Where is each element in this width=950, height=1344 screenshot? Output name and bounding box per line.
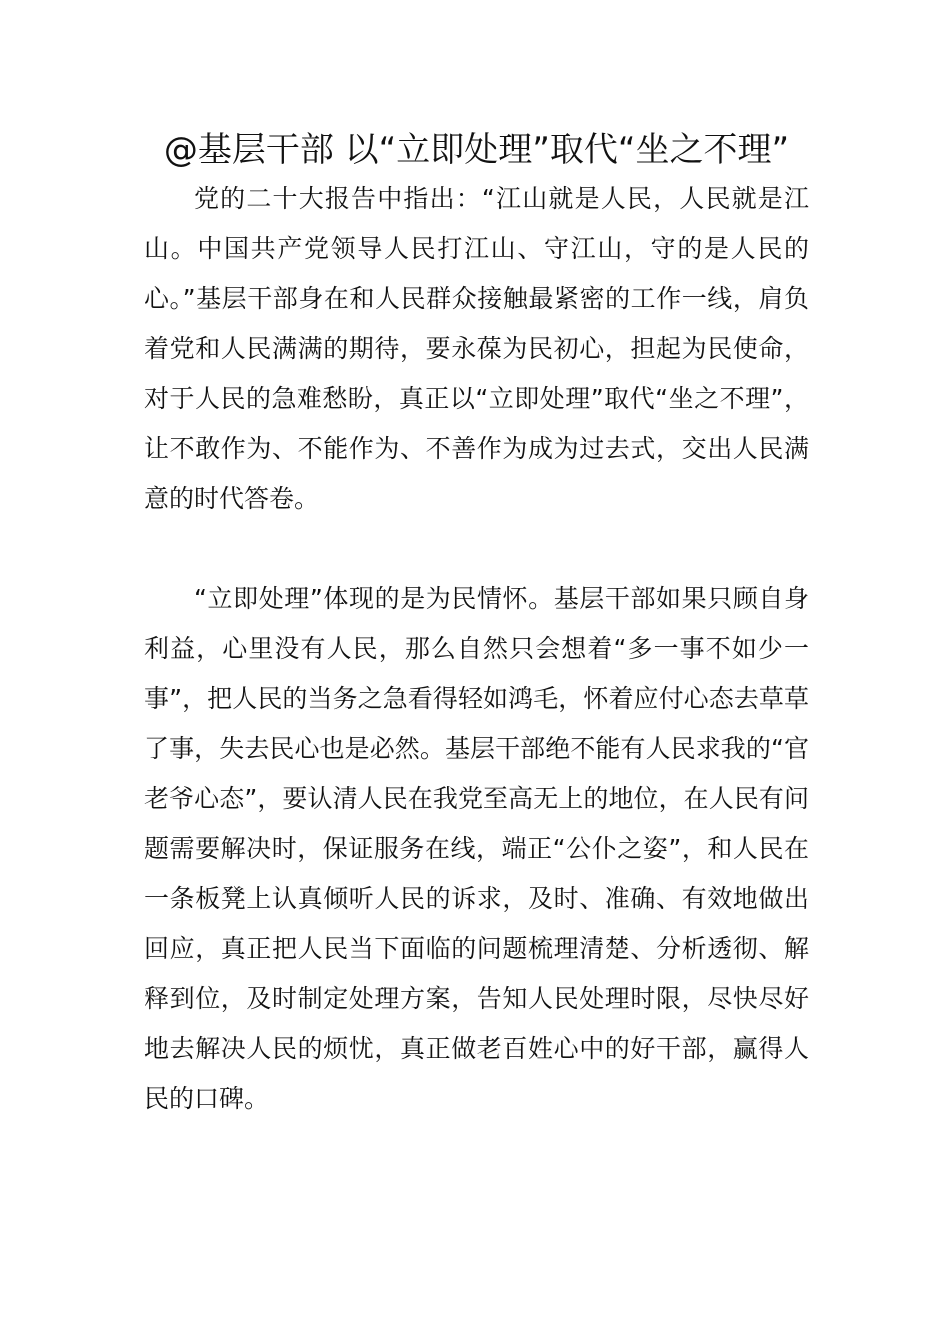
document-title: @基层干部 以“立即处理”取代“坐之不理” [163, 130, 790, 170]
document-body [144, 126, 809, 1124]
paragraph-1: 党的二十大报告中指出：“江山就是人民，人民就是江山。中国共产党领导人民打江山、守江山，守的是人民的心。”基层干部身在和人民群众接触最紧密的工作一线，肩负着党和人民满满的期待，要永葆为民初心，担起为民使命，对于人民的急难愁盼，真正以“立即处理”取代“坐之不理”，让不敢作为、不能作为、不善作为成为过去式，交出人民满意的时代答卷。 [144, 184, 809, 513]
paragraph-2: “立即处理”体现的是为民情怀。基层干部如果只顾自身利益，心里没有人民，那么自然只会想着“多一事不如少一事”，把人民的当务之急看得轻如鸿毛，怀着应付心态去草草了事，失去民心也是必然。基层干部绝不能有人民求我的“官老爷心态”，要认清人民在我党至高无上的地位，在人民有问题需要解决时，保证服务在线，端正“公仆之姿”，和人民在一条板凳上认真倾听人民的诉求，及时、准确、有效地做出回应，真正把人民当下面临的问题梳理清楚、分析透彻、解释到位，及时制定处理方案，告知人民处理时限，尽快尽好地去解决人民的烦忧，真正做老百姓心中的好干部，赢得人民的口碑。 [144, 584, 809, 1113]
